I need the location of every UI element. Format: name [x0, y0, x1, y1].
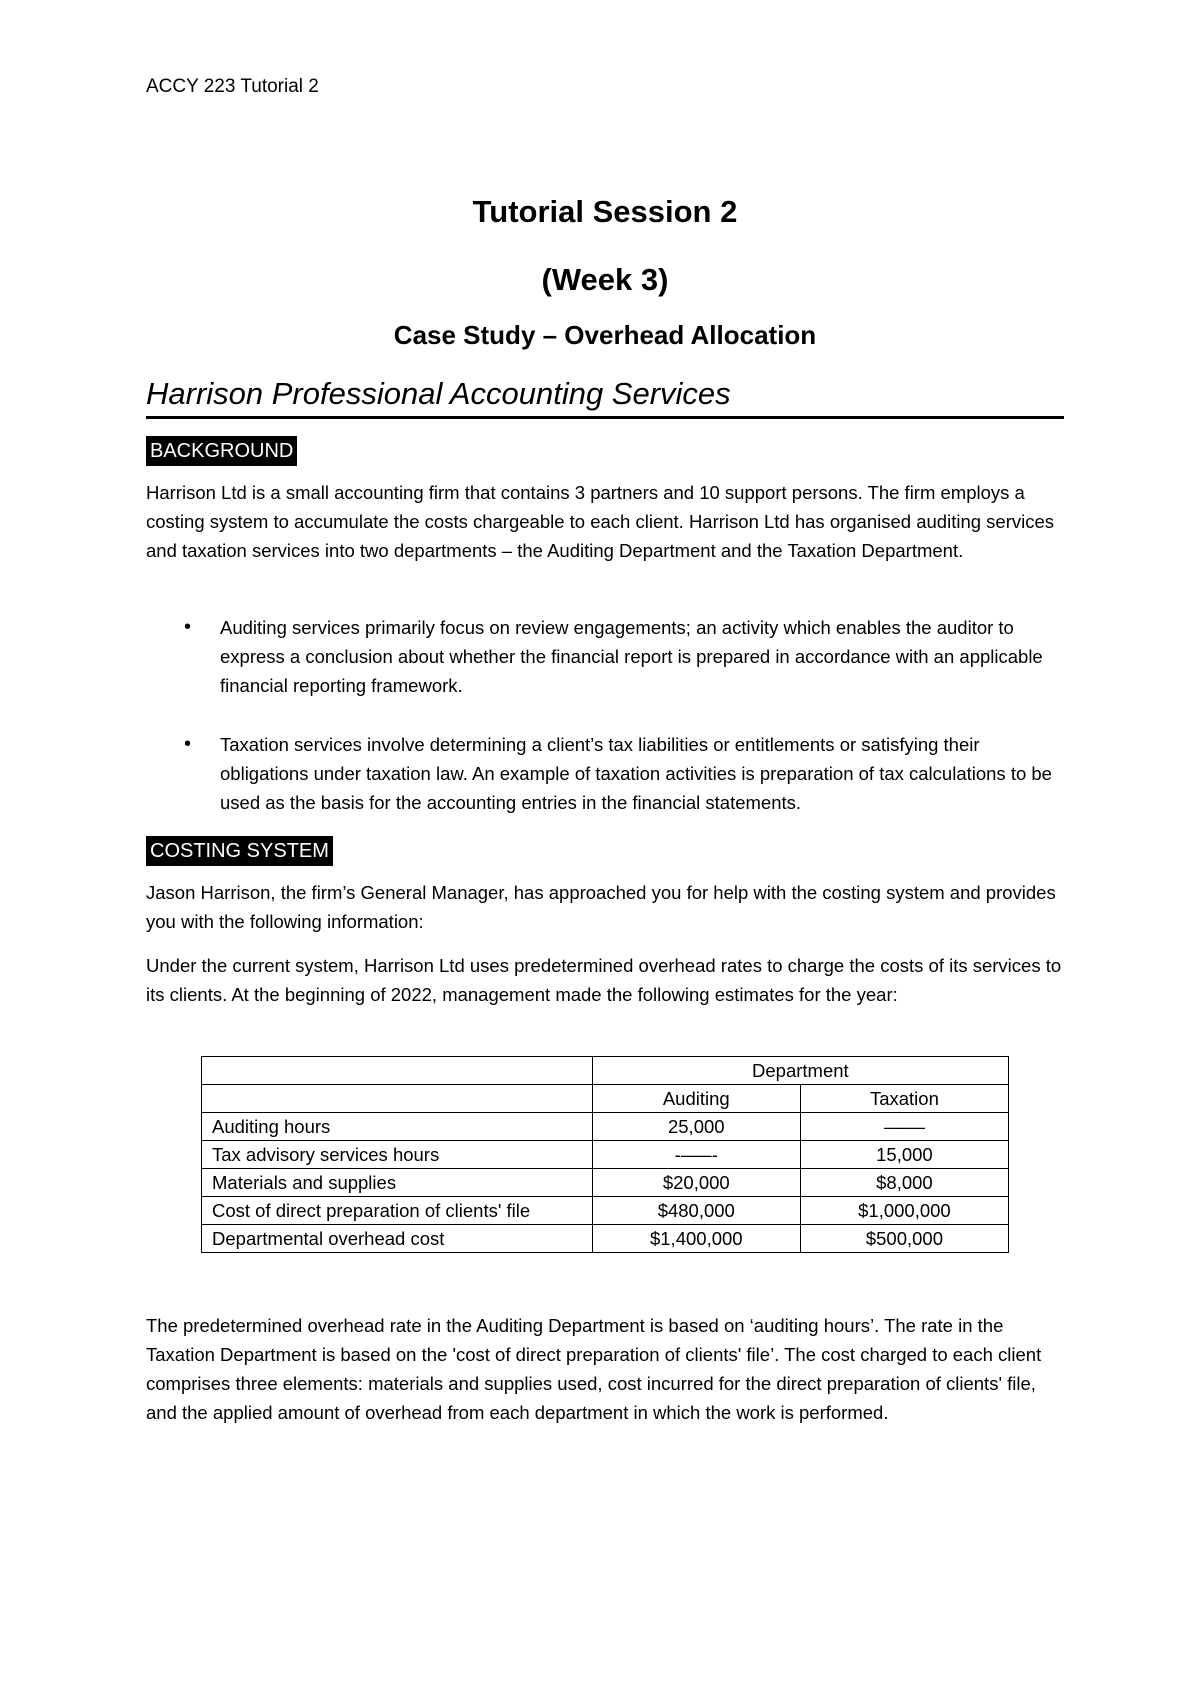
- case-study-title: Case Study – Overhead Allocation: [393, 320, 817, 350]
- auditing-value: 25,000: [592, 1113, 800, 1141]
- department-header: Department: [592, 1057, 1008, 1085]
- table-row: [202, 1113, 1009, 1141]
- bullet-text: Taxation services involve determining a client’s tax liabilities or entitlements or satisfying their obligations under taxation law. An example of taxation activities is preparation of tax calculations to be used as the basis for the accounting entries in the financial statements.: [220, 734, 1052, 813]
- table-row: [202, 1197, 1009, 1225]
- table-subheader-row: [202, 1085, 1009, 1113]
- table-row: [202, 1225, 1009, 1253]
- column-header-auditing: Auditing: [592, 1085, 800, 1113]
- row-label: Cost of direct preparation of clients' file: [202, 1197, 593, 1225]
- table-corner-cell: [202, 1057, 593, 1085]
- bullet-icon: •: [184, 616, 192, 638]
- auditing-value: -–––-: [592, 1141, 800, 1169]
- costing-section-tag: COSTING SYSTEM: [146, 836, 333, 866]
- costing-paragraph-2: Under the current system, Harrison Ltd uses predetermined overhead rates to charge the costs of its services to its clients. At the beginning of 2022, management made the following estimates for the year:: [146, 955, 1062, 1005]
- background-paragraph: Harrison Ltd is a small accounting firm that contains 3 partners and 10 support persons. The firm employs a costing system to accumulate the costs chargeable to each client. Harrison Ltd has organised auditing services and taxation services into two departments – the Auditing Department and the Taxation Department.: [146, 482, 1055, 561]
- table-corner-cell: [202, 1085, 593, 1113]
- auditing-value: $480,000: [592, 1197, 800, 1225]
- bullet-text: Auditing services primarily focus on review engagements; an activity which enables the auditor to express a conclusion about whether the financial report is prepared in accordance with an applicable financial reporting framework.: [220, 617, 1043, 696]
- tutorial-session-title: Tutorial Session 2: [472, 194, 738, 229]
- auditing-value: $20,000: [592, 1169, 800, 1197]
- costing-paragraph-1: Jason Harrison, the firm’s General Manager, has approached you for help with the costing system and provides you with the following information:: [146, 882, 1056, 932]
- row-label: Tax advisory services hours: [202, 1141, 593, 1169]
- background-section-tag: BACKGROUND: [146, 436, 297, 466]
- taxation-value: 15,000: [800, 1141, 1008, 1169]
- running-header: ACCY 223 Tutorial 2: [146, 76, 319, 97]
- taxation-value: $8,000: [800, 1169, 1008, 1197]
- taxation-value: ––––: [800, 1113, 1008, 1141]
- table-row: [202, 1141, 1009, 1169]
- table-header-row: [202, 1057, 1009, 1085]
- costing-paragraph-3: The predetermined overhead rate in the Auditing Department is based on ‘auditing hours’. The rate in the Taxation Department is based on the 'cost of direct preparation of clients' file’. The cost charged to each client comprises three elements: materials and supplies used, cost incurred for the direct preparation of clients' file, and the applied amount of overhead from each department in which the work is performed.: [146, 1315, 1042, 1423]
- company-heading: Harrison Professional Accounting Services: [146, 376, 1064, 419]
- estimates-table: [201, 1056, 1009, 1253]
- row-label: Departmental overhead cost: [202, 1225, 593, 1253]
- week-title: (Week 3): [541, 262, 669, 297]
- bullet-icon: •: [184, 733, 192, 755]
- table-row: [202, 1169, 1009, 1197]
- auditing-value: $1,400,000: [592, 1225, 800, 1253]
- column-header-taxation: Taxation: [800, 1085, 1008, 1113]
- row-label: Materials and supplies: [202, 1169, 593, 1197]
- taxation-value: $1,000,000: [800, 1197, 1008, 1225]
- taxation-value: $500,000: [800, 1225, 1008, 1253]
- row-label: Auditing hours: [202, 1113, 593, 1141]
